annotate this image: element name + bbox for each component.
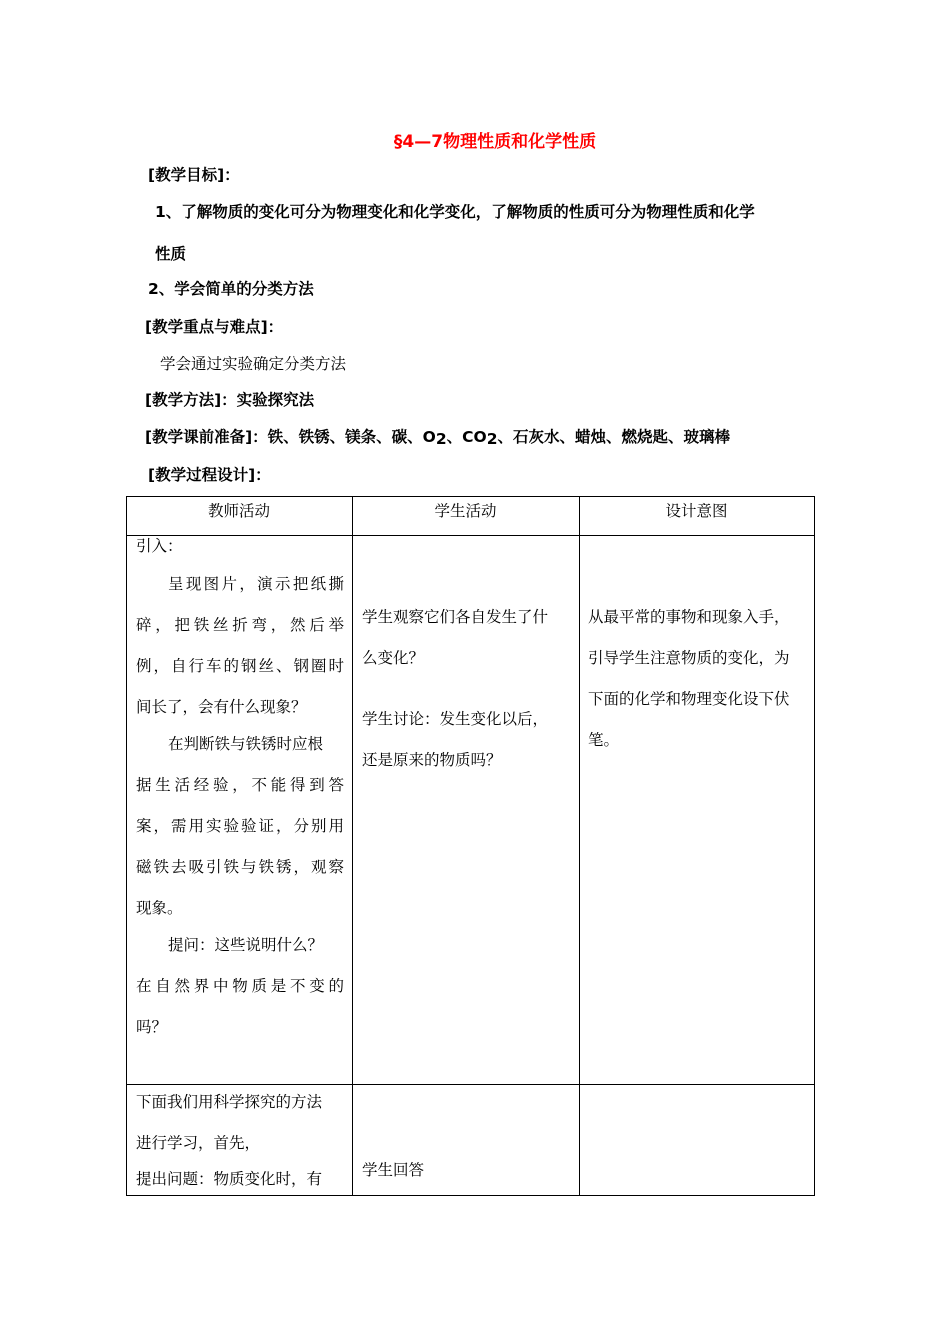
- preparation-line: [145, 425, 730, 448]
- teacher-line: 提问：这些说明什么？: [168, 936, 324, 954]
- teacher-line: 碎，把铁丝折弯，然后举: [136, 616, 344, 634]
- header-intent: 设计意图: [665, 502, 728, 520]
- lesson-table: [126, 496, 815, 1196]
- teacher-line: 进行学习，首先，: [136, 1134, 261, 1152]
- process-heading: [教学过程设计]：: [148, 466, 271, 484]
- intent-line: 引导学生注意物质的变化，为: [588, 649, 790, 667]
- intent-line: 从最平常的事物和现象入手，: [588, 608, 790, 626]
- key-points-heading: [教学重点与难点]：: [145, 318, 284, 336]
- preparation-text-3: 、石灰水、蜡烛、燃烧匙、玻璃棒: [497, 428, 731, 446]
- teacher-line: 案，需用实验验证，分别用: [136, 817, 344, 835]
- method-text: 实验探究法: [236, 391, 315, 409]
- teacher-cell-row2: [136, 1082, 322, 1200]
- table-border-right: [814, 496, 815, 1196]
- student-cell-row1: [362, 597, 548, 781]
- teacher-line: 在判断铁与铁锈时应根: [168, 735, 324, 753]
- teacher-line: 例，自行车的钢丝、钢圈时: [136, 657, 344, 675]
- student-cell-row2: 学生回答: [362, 1161, 425, 1179]
- objectives-heading: [教学目标]：: [148, 166, 240, 184]
- teacher-line: 吗？: [136, 1018, 168, 1036]
- objective-1-line1: 1、了解物质的变化可分为物理变化和化学变化，了解物质的性质可分为物理性质和化学: [155, 203, 755, 221]
- teacher-line: 据生活经验，不能得到答: [136, 776, 344, 794]
- objective-2: 2、学会简单的分类方法: [148, 280, 314, 298]
- student-line: 学生讨论：发生变化以后，: [362, 710, 549, 728]
- method-heading: [教学方法]：: [145, 391, 237, 409]
- header-teacher: 教师活动: [207, 502, 270, 520]
- table-border-left: [126, 496, 127, 1196]
- teacher-line: 磁铁去吸引铁与铁锈，观察: [136, 858, 344, 876]
- teacher-cell-row1: [136, 564, 344, 1048]
- table-col-divider-1: [352, 496, 353, 1196]
- o2-subscript: 2: [435, 430, 447, 448]
- student-line: 还是原来的物质吗？: [362, 751, 502, 769]
- teacher-line: 提出问题：物质变化时，有: [136, 1170, 323, 1188]
- co2-subscript: 2: [486, 430, 498, 448]
- preparation-heading: [教学课前准备]：: [145, 428, 268, 446]
- objective-1-line2: 性质: [155, 245, 187, 263]
- student-line: 么变化？: [362, 649, 425, 667]
- teacher-line: 呈现图片，演示把纸撕: [168, 575, 344, 593]
- page-title: §4—7物理性质和化学性质: [393, 132, 597, 152]
- preparation-text-2: 、CO: [446, 428, 487, 446]
- teacher-line: 下面我们用科学探究的方法: [136, 1093, 323, 1111]
- header-student: 学生活动: [434, 502, 497, 520]
- teacher-intro-label: 引入：: [136, 537, 183, 555]
- intent-cell-row1: [588, 597, 790, 761]
- teacher-line: 在自然界中物质是不变的: [136, 977, 344, 995]
- intent-line: 笔。: [588, 731, 620, 749]
- method-line: [145, 388, 314, 410]
- intent-line: 下面的化学和物理变化设下伏: [588, 690, 790, 708]
- preparation-text-1: 铁、铁锈、镁条、碳、O: [267, 428, 436, 446]
- student-line: 学生观察它们各自发生了什: [362, 608, 549, 626]
- teacher-line: 现象。: [136, 899, 183, 917]
- teacher-line: 间长了，会有什么现象？: [136, 698, 307, 716]
- table-col-divider-2: [579, 496, 580, 1196]
- key-points-text: 学会通过实验确定分类方法: [160, 355, 347, 373]
